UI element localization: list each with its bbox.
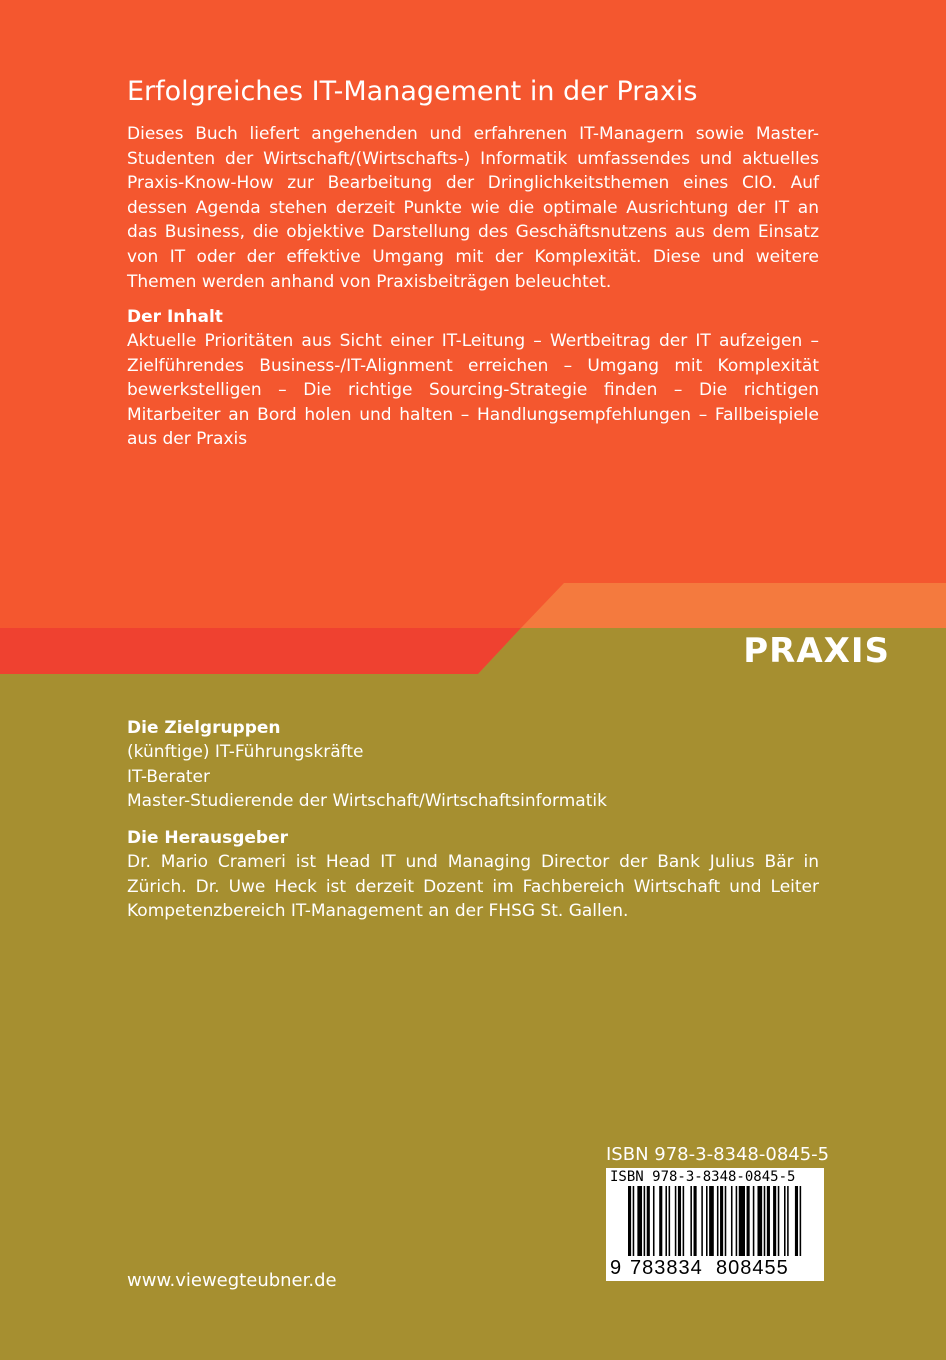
barcode-bar [717,1186,719,1256]
barcode-bar [647,1186,650,1256]
barcode-bar [659,1186,662,1256]
content-heading: Der Inhalt [127,307,223,327]
band-red-stripe [0,628,521,674]
barcode-bar [675,1186,677,1256]
barcode-bar [753,1186,755,1256]
barcode-bar [683,1186,685,1256]
isbn-barcode [606,1168,824,1281]
barcode-bar [757,1186,762,1256]
barcode-bar [628,1186,631,1256]
target-group-item: (künftige) IT-Führungskräfte [127,742,364,762]
barcode-bar [784,1186,786,1256]
editors-heading: Die Herausgeber [127,828,289,848]
editors-paragraph: Dr. Mario Crameri ist Head IT und Managing Director der Bank Julius Bär in Zürich. Dr. Uwe Heck ist derzeit Dozent im Fachbereich Wirtschaft und Leiter Kompetenzbereich IT-Management an der FHSG St. Gallen. [127,852,819,922]
barcode-bar [637,1186,642,1256]
series-label: PRAXIS [743,631,890,671]
barcode-bar [709,1186,714,1256]
barcode-bar [694,1186,697,1256]
barcode-bar [725,1186,727,1256]
barcode-bar [778,1186,780,1256]
target-groups-list [127,740,819,814]
barcode-bar [764,1186,766,1256]
target-groups-heading: Die Zielgruppen [127,718,281,738]
barcode-bar [800,1186,802,1256]
barcode-bar [633,1186,635,1256]
publisher-website: www.viewegteubner.de [127,1270,337,1291]
barcode-bar [739,1186,745,1256]
barcode-bar [669,1186,671,1256]
barcode-bar [747,1186,750,1256]
barcode-bar [653,1186,655,1256]
barcode-digits [606,1256,824,1281]
isbn-label: ISBN 978-3-8348-0845-5 [606,1144,830,1165]
barcode-digit-group-2: 808455 [716,1257,789,1279]
barcode-bar [773,1186,776,1256]
barcode-bar [690,1186,692,1256]
band-light-stripe [521,583,946,628]
barcode-bar [701,1186,703,1256]
target-group-item: Master-Studierende der Wirtschaft/Wirtschaftsinformatik [127,791,607,812]
barcode-bar [787,1186,789,1256]
barcode-bar [736,1186,738,1256]
content-paragraph: Aktuelle Prioritäten aus Sicht einer IT-Leitung – Wertbeitrag der IT aufzeigen – Zielführendes Business-/IT-Alignment erreichen – Umgang mit Komplexität bewerkstelligen – Die richtige Sourcing-Strategie finden – Die richtigen Mitarbeiter an Bord holen und halten – Handlungsempfehlungen – Fallbeispiele aus der Praxis [127,331,819,450]
barcode-bar [706,1186,708,1256]
target-group-item: IT-Berater [127,766,211,787]
barcode-bar [665,1186,667,1256]
barcode-bar [795,1186,798,1256]
barcode-bar [644,1186,646,1256]
barcode-bar [678,1186,681,1256]
book-title: Erfolgreiches IT-Management in der Praxis [127,76,698,107]
intro-paragraph: Dieses Buch liefert angehenden und erfahrenen IT-Managern sowie Master-Studenten der Wirtschaft/(Wirtschafts-) Informatik umfassendes und aktuelles Praxis-Know-How zur Bearbeitung der Dringlichkeitsthemen eines CIO. Auf dessen Agenda stehen derzeit Punkte wie die optimale Ausrichtung der IT an das Business, die objektive Darstellung des Geschäftsnutzens aus dem Einsatz von IT oder der effektive Umgang mit der Komplexität. Diese und weitere Themen werden anhand von Praxisbeiträgen beleuchtet. [127,124,819,292]
barcode-bar [720,1186,723,1256]
barcode-isbn-text: ISBN 978-3-8348-0845-5 [610,1169,796,1185]
barcode-bar [767,1186,770,1256]
barcode-bars [606,1186,824,1256]
barcode-first-digit: 9 [610,1257,622,1279]
barcode-bar [731,1186,733,1256]
barcode-digit-group-1: 783834 [630,1257,703,1279]
